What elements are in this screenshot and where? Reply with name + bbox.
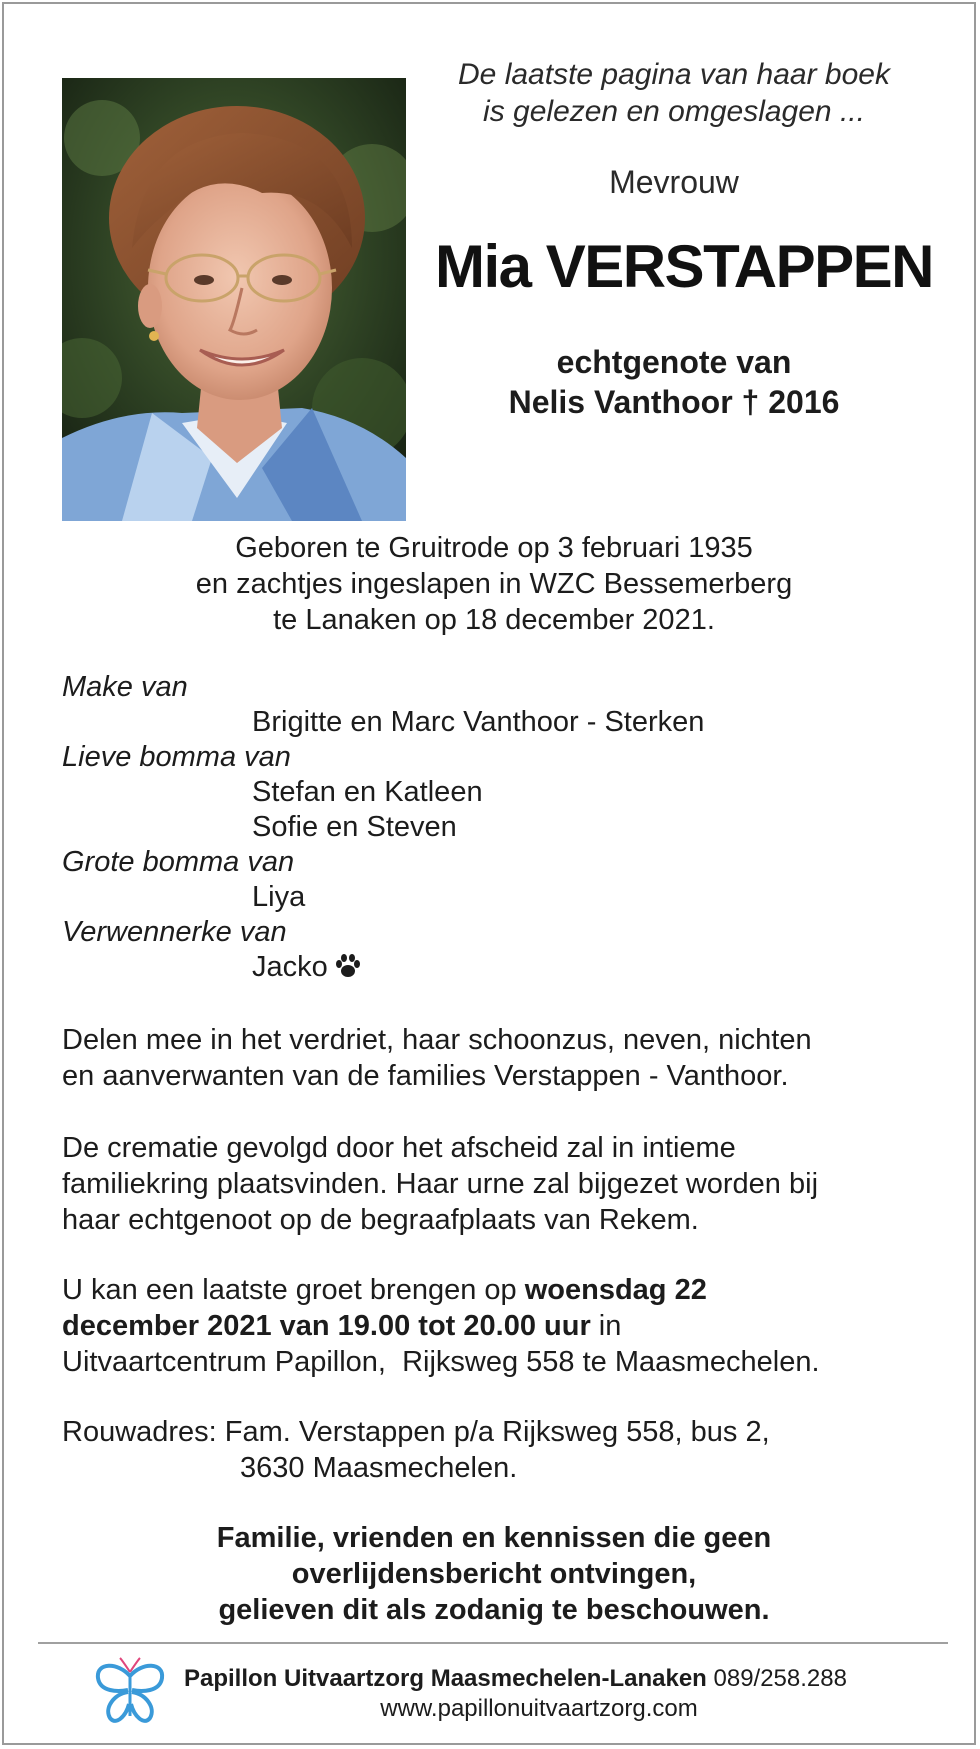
mourning-address [62,1414,942,1486]
visit-prefix: U kan een laatste groet brengen op [62,1274,525,1306]
family-member: Liya [252,881,306,913]
cremation-line-3: haar echtgenoot op de begraafplaats van Rekem. [62,1204,699,1236]
visit-suffix: in [590,1310,622,1342]
birth-line-1: Geboren te Gruitrode op 3 februari 1935 [235,532,753,564]
family-relation: Make van [62,671,188,703]
closing-line-1: Familie, vrienden en kennissen die geen [216,1522,772,1554]
pet-name: Jacko [252,951,328,983]
spouse-info [414,342,934,422]
quote-line-1: De laatste pagina van haar boek [458,58,890,91]
visit-line-3: Uitvaartcentrum Papillon, Rijksweg 558 te Maasmechelen. [62,1346,820,1378]
family-member: Sofie en Steven [252,811,457,843]
sharing-paragraph [62,1022,942,1094]
cremation-line-1: De crematie gevolgd door het afscheid zal in intieme [62,1132,736,1164]
footer-company: Papillon Uitvaartzorg Maasmechelen-Lanaken [184,1665,707,1692]
quote-line-2: is gelezen en omgeslagen ... [483,95,865,128]
visit-time: december 2021 van 19.00 tot 20.00 uur [62,1310,591,1342]
visit-line-2 [62,1308,942,1344]
deceased-name: Mia VERSTAPPEN [435,233,933,300]
sharing-line-1: Delen mee in het verdriet, haar schoonzus, neven, nichten [62,1024,812,1056]
visit-line-1 [62,1272,942,1308]
closing-line-3: gelieven dit als zodanig te beschouwen. [218,1594,770,1626]
footer-phone: 089/258.288 [706,1665,847,1692]
footer-company-line [184,1664,944,1694]
family-member: Stefan en Katleen [252,776,483,808]
spouse-line-1: echtgenote van [556,344,792,380]
address-line-1: Rouwadres: Fam. Verstappen p/a Rijksweg 558, bus 2, [62,1416,770,1448]
portrait-photo [62,78,406,521]
salutation: Mevrouw [609,164,739,200]
family-relation: Verwennerke van [62,916,287,948]
visit-paragraph [62,1272,942,1380]
birth-line-2: en zachtjes ingeslapen in WZC Bessemerberg [195,568,793,600]
family-relation: Lieve bomma van [62,741,291,773]
family-member-pet [62,950,942,988]
cremation-line-2: familiekring plaatsvinden. Haar urne zal bijgezet worden bij [62,1168,819,1200]
opening-quote [414,56,934,130]
birth-death-info [94,530,894,638]
family-member: Brigitte en Marc Vanthoor - Sterken [252,706,705,738]
paw-print-icon [334,953,362,988]
butterfly-logo-icon [92,1656,168,1728]
footer-website[interactable]: www.papillonuitvaartzorg.com [380,1695,698,1722]
sharing-line-2: en aanverwanten van de families Verstappen - Vanthoor. [62,1060,789,1092]
address-line-2: 3630 Maasmechelen. [240,1452,518,1484]
closing-notice [104,1520,884,1628]
spouse-line-2: Nelis Vanthoor † 2016 [508,384,840,420]
family-list [62,670,942,988]
family-relation: Grote bomma van [62,846,295,878]
footer-divider [38,1642,948,1644]
birth-line-3: te Lanaken op 18 december 2021. [273,604,715,636]
obituary-card [2,2,976,1745]
cremation-paragraph [62,1130,942,1238]
closing-line-2: overlijdensbericht ontvingen, [291,1558,697,1590]
visit-date: woensdag 22 [524,1274,707,1306]
